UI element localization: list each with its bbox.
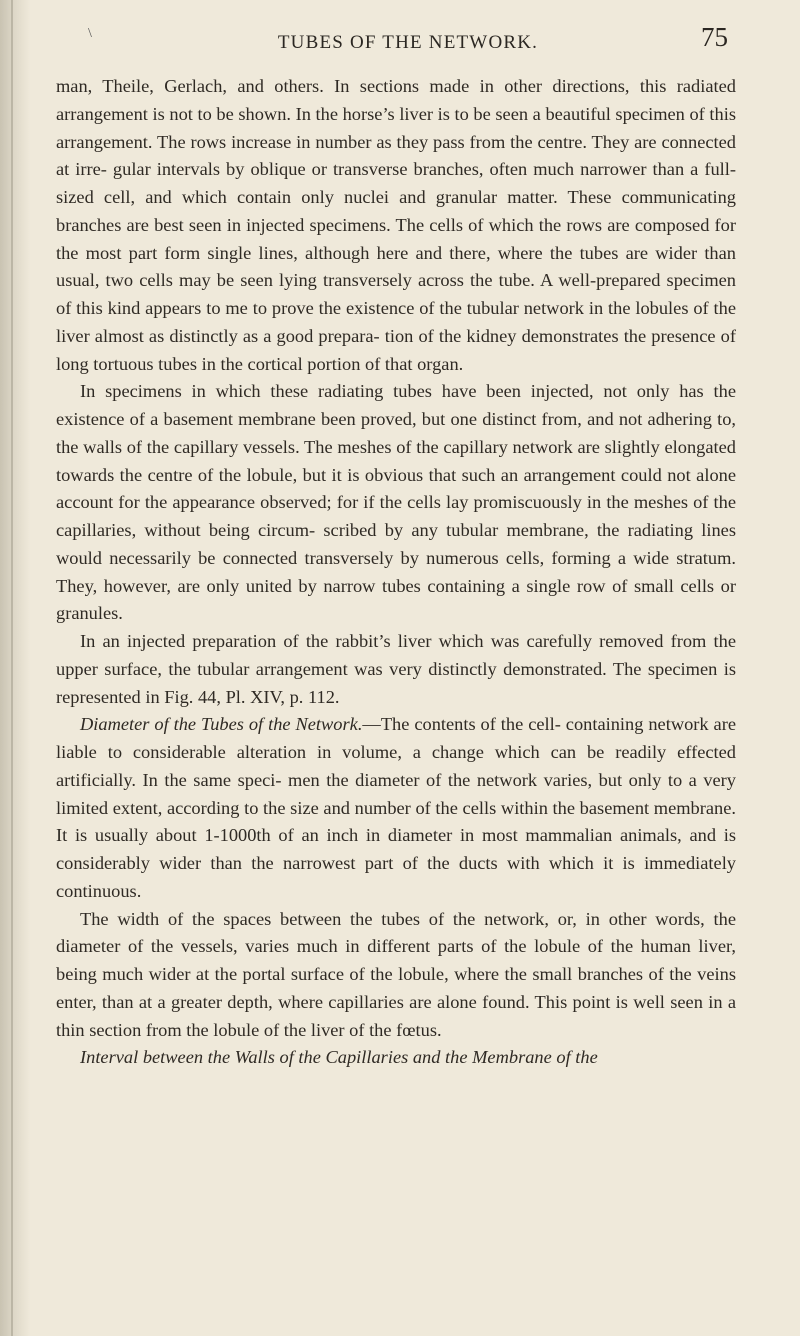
paragraph-2: In specimens in which these radiating tubes have been injected, not only has the existence of a basement membrane been proved, but one distinct from, and not adhering to, the walls of the capillary vessels. The meshes of the capillary network are slightly elongated towards the centre of the lobule, but it is obvious that such an arrangement could not alone account for the appearance observed; for if the cells lay promiscuously in the meshes of the capillaries, without being circum- scribed by any tubular membrane, the radiating lines would necessarily be connected transversely by numerous cells, forming a wide stratum. They, however, are only united by narrow tubes containing a single row of small cells or granules. — [56, 381, 736, 624]
section-heading-diameter: Diameter of the Tubes of the Network. — [80, 714, 363, 735]
paragraph-6 — [56, 1044, 736, 1072]
paragraph-3: In an injected preparation of the rabbit’s liver which was carefully removed from the upper surface, the tubular arrangement was very distinctly demonstrated. The specimen is represented in Fig. 44, Pl. XIV, p. 112. — [56, 631, 736, 707]
paragraph-4 — [56, 711, 736, 905]
binding-gutter — [0, 0, 30, 1336]
paragraph-4-text: —The contents of the cell- containing network are liable to considerable alteration in volume, a change which can be readily effected artificially. In the same speci- men the diameter of the network varies, but only to a very limited extent, according to the size and number of the cells within the basement membrane. It is usually about 1-1000th of an inch in diameter in most mammalian animals, and is considerably wider than the narrowest part of the ducts with which it is immediately continuous. — [56, 714, 736, 901]
section-heading-interval: Interval between the Walls of the Capillaries and the Membrane of the — [80, 1047, 598, 1068]
paragraph-1: man, Theile, Gerlach, and others. In sections made in other directions, this radiated arrangement is not to be shown. In the horse’s liver is to be seen a beautiful specimen of this arrangement. The rows increase in number as they pass from the centre. They are connected at irre- gular intervals by oblique or transverse branches, often much narrower than a full-sized cell, and which contain only nuclei and granular matter. These communicating branches are best seen in injected specimens. The cells of which the rows are composed for the most part form single lines, although here and there, where the tubes are wider than usual, two cells may be seen lying transversely across the tube. A well-prepared specimen of this kind appears to me to prove the existence of the tubular network in the lobules of the liver almost as distinctly as a good prepara- tion of the kidney demonstrates the presence of long tortuous tubes in the cortical portion of that organ. — [56, 76, 736, 374]
body-text — [56, 73, 736, 1072]
binding-line — [11, 0, 13, 1336]
page-header — [88, 22, 728, 62]
running-title: TUBES OF THE NETWORK. — [277, 32, 539, 53]
paragraph-5: The width of the spaces between the tubes of the network, or, in other words, the diameter of the vessels, varies much in different parts of the lobule of the human liver, being much wider at the portal surface of the lobule, where the small branches of the veins enter, than at a greater depth, where capillaries are alone found. This point is well seen in a thin section from the lobule of the liver of the fœtus. — [56, 908, 736, 1040]
page-number: 75 — [701, 22, 728, 52]
printer-mark: \ — [88, 26, 92, 41]
